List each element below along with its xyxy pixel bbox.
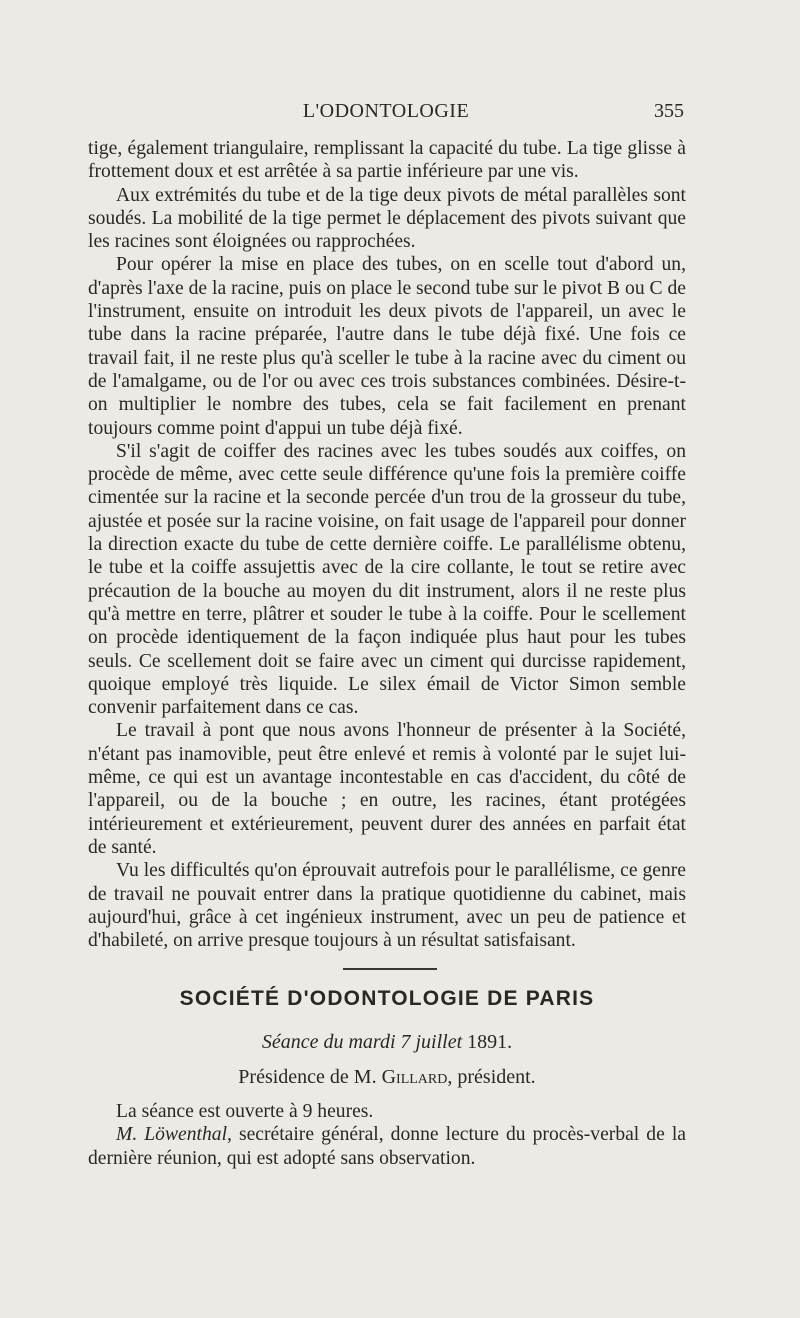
- presidence-prefix: Présidence de M.: [238, 1066, 377, 1088]
- section-divider: [343, 968, 437, 970]
- paragraph-tige: tige, également triangulaire, remplissant la capacité du tube. La tige glisse à frottement doux et est arrêtée à sa partie inférieure par une vis.: [88, 138, 686, 183]
- secretary-text: secrétaire général, donne lecture du procès-verbal de la dernière réunion, qui est adopté sans observation.: [88, 1124, 686, 1169]
- minutes-block: [88, 1100, 686, 1170]
- paragraph-mise-en-place: Pour opérer la mise en place des tubes, on en scelle tout d'abord un, d'après l'axe de la racine, puis on place le second tube sur le pivot B ou C de l'instrument, ensuite on introduit les deux pivots de l'appareil, un avec le tube dans la racine préparée, l'autre dans le tube déjà fixé. Une fois ce travail fait, il ne reste plus qu'à sceller le tube à la racine avec du ciment ou de l'amalgame, ou de l'or ou avec ces trois substances combinées. Désire-t-on multiplier le nombre des tubes, cela se fait facilement en prenant toujours comme point d'appui un tube déjà fixé.: [88, 254, 686, 439]
- session-date: [88, 1031, 686, 1054]
- paragraph-travail-a-pont: Le travail à pont que nous avons l'honneur de présenter à la Société, n'étant pas inamovible, peut être enlevé et remis à volonté par le sujet lui-même, ce qui est un avantage incontestable en cas d'accident, du côté de l'appareil, ou de la bouche ; en outre, les racines, étant protégées intérieurement et extérieurement, peuvent durer des années en parfait état de santé.: [88, 720, 686, 858]
- paragraph-difficultes: Vu les difficultés qu'on éprouvait autrefois pour le parallélisme, ce genre de travail ne pouvait entrer dans la pratique quotidienne du cabinet, mais aujourd'hui, grâce à cet ingénieux instrument, avec un peu de patience et d'habileté, on arrive presque toujours à un résultat satisfaisant.: [88, 860, 686, 952]
- session-label: Séance du mardi 7 juillet: [261, 1031, 463, 1053]
- journal-title: L'ODONTOLOGIE: [302, 100, 470, 122]
- president-name: Gillard: [381, 1066, 448, 1088]
- presidence-suffix: , président.: [447, 1066, 536, 1088]
- page-number: 355: [654, 100, 684, 122]
- paragraph-pivots: Aux extrémités du tube et de la tige deux pivots de métal parallèles sont soudés. La mobilité de la tige permet le déplacement des pivots suivant que les racines sont éloignées ou rapprochées.: [88, 184, 686, 253]
- section-title: SOCIÉTÉ D'ODONTOLOGIE DE PARIS: [179, 987, 595, 1010]
- minutes-opening: La séance est ouverte à 9 heures.: [116, 1101, 374, 1122]
- minutes-reading: [88, 1123, 686, 1170]
- paragraph-coiffes: S'il s'agit de coiffer des racines avec les tubes soudés aux coiffes, on procède de même, avec cette seule différence qu'une fois la première coiffe cimentée sur la racine et la seconde percée d'un trou de la grosseur du tube, ajustée et posée sur la racine voisine, on fait usage de l'appareil pour donner la direction exacte du tube de cette dernière coiffe. Le parallélisme obtenu, le tube et la coiffe assujettis avec de la cire collante, le tout se retire avec précaution de la bouche au moyen du dit instrument, alors il ne reste plus qu'à mettre en terre, plâtrer et souder le tube à la coiffe. Pour le scellement on procède identiquement de la façon indiquée plus haut pour les tubes seuls. Ce scellement doit se faire avec un ciment qui durcisse rapidement, quoique employé très liquide. Le silex émail de Victor Simon semble convenir parfaitement dans ce cas.: [88, 440, 686, 719]
- article-body: [88, 137, 686, 952]
- running-head: [88, 100, 684, 130]
- secretary-name: M. Löwenthal,: [116, 1124, 232, 1146]
- presidence-line: [88, 1066, 686, 1089]
- session-year: 1891.: [467, 1031, 513, 1053]
